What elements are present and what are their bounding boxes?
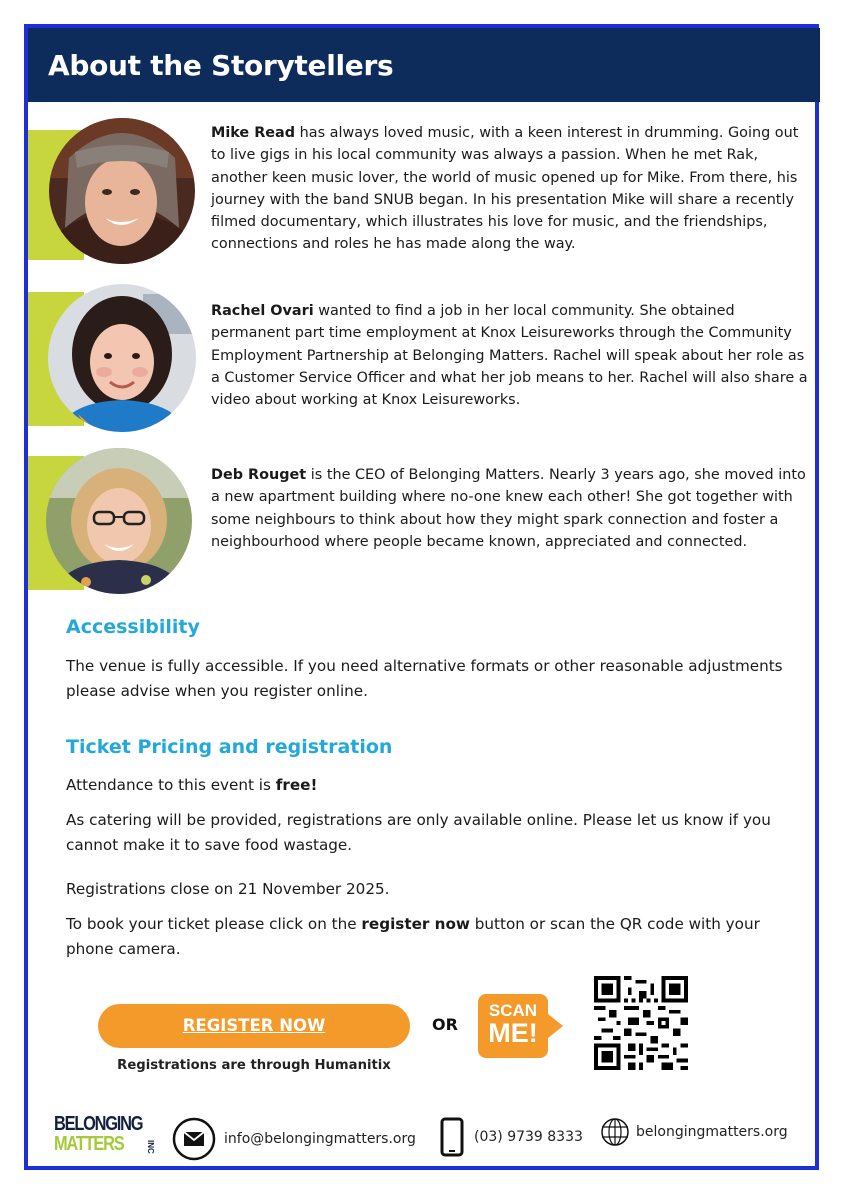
footer-website[interactable] (600, 1117, 788, 1147)
phone-icon (440, 1117, 464, 1157)
booking-suffix: button or scan the QR code with your phone camera. (66, 915, 760, 958)
deb-name: Deb Rouget (211, 467, 307, 483)
deb-bio (211, 464, 811, 553)
storyteller-mike (28, 118, 820, 268)
rachel-photo (48, 284, 196, 432)
accessibility-heading: Accessibility (66, 616, 200, 638)
attendance-prefix: Attendance to this event is (66, 776, 276, 794)
logo-line2: MATTERS (54, 1133, 124, 1155)
page-header (28, 28, 820, 102)
rachel-bio-text: wanted to find a job in her local community. She obtained permanent part time employment at Knox Leisureworks through the Community Employment Partnership at Belonging Matters. Rachel will speak about her role as a Customer Service Officer and what her job means to her. Rachel will also share a video about working at Knox Leisureworks. (211, 303, 808, 409)
rachel-name: Rachel Ovari (211, 303, 314, 319)
mike-photo (49, 118, 195, 264)
catering-text: As catering will be provided, registrations are only available online. Please let us know if you cannot make it to save food wastage. (66, 811, 771, 854)
storyteller-deb (28, 448, 820, 598)
deb-bio-text: is the CEO of Belonging Matters. Nearly 3 years ago, she moved into a new apartment building where no-one knew each other! She got together with some neighbours to think about how they might spark connection and foster a neighbourhood where people became known, appreciated and connected. (211, 467, 806, 550)
rachel-bio (211, 300, 811, 411)
storyteller-rachel (28, 284, 820, 434)
mail-icon (172, 1117, 216, 1161)
scan-label: SCAN (488, 1001, 538, 1020)
register-note: Registrations are through Humanitix (117, 1058, 391, 1073)
logo-inc: INC (146, 1140, 155, 1154)
logo-line1: BELONGING (54, 1113, 143, 1135)
mike-bio-text: has always loved music, with a keen interest in drumming. Going out to live gigs in his local community was always a passion. When he met Rak, another keen music lover, the world of music opened up for Mike. From there, his journey with the band SNUB began. In his presentation Mike will share a recently filmed documentary, which illustrates his love for music, and the friendships, connections and roles he has made along the way. (211, 125, 799, 253)
footer-phone[interactable] (440, 1117, 583, 1157)
deb-photo (46, 448, 192, 594)
tickets-heading: Ticket Pricing and registration (66, 736, 393, 758)
page-title: About the Storytellers (48, 49, 394, 82)
email-text: info@belongingmatters.org (224, 1131, 416, 1147)
globe-icon (600, 1117, 630, 1147)
phone-text: (03) 9739 8333 (474, 1129, 583, 1145)
booking-register-now: register now (361, 915, 470, 933)
footer-email[interactable] (172, 1117, 416, 1161)
register-now-button[interactable]: REGISTER NOW (98, 1004, 410, 1048)
me-label: ME! (488, 1018, 538, 1048)
website-text: belongingmatters.org (636, 1124, 788, 1140)
scan-me-badge (478, 994, 548, 1058)
mike-name: Mike Read (211, 125, 296, 141)
registration-close-text: Registrations close on 21 November 2025. (66, 880, 390, 898)
scan-arrow-icon (548, 1014, 563, 1038)
qr-code[interactable] (594, 976, 688, 1074)
or-label: OR (432, 1015, 458, 1034)
belonging-matters-logo (54, 1114, 158, 1162)
booking-prefix: To book your ticket please click on the (66, 915, 362, 933)
accessibility-text: The venue is fully accessible. If you need alternative formats or other reasonable adjustments please advise when you register online. (66, 657, 783, 700)
attendance-text (66, 773, 786, 798)
mike-bio (211, 122, 811, 256)
booking-text (66, 912, 786, 961)
attendance-free: free! (275, 776, 318, 794)
